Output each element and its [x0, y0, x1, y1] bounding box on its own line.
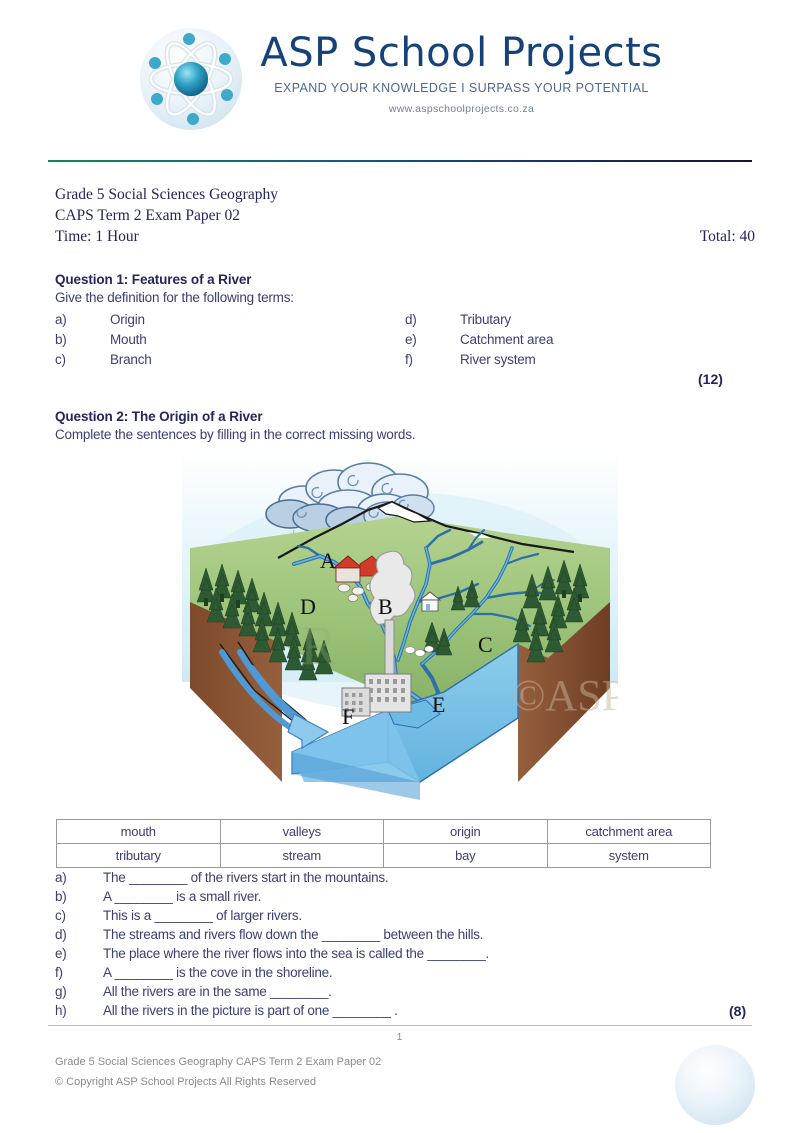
question-2-heading: Question 2: The Origin of a River — [55, 409, 263, 424]
list-item — [405, 310, 755, 330]
item-key: g) — [55, 984, 67, 999]
item-key: c) — [55, 352, 66, 367]
meta-grade-subject: Grade 5 Social Sciences Geography — [55, 186, 278, 203]
item-text: The streams and rivers flow down the ________ between the hills. — [103, 927, 484, 942]
list-item — [55, 350, 405, 370]
item-text: The ________ of the rivers start in the mountains. — [103, 870, 389, 885]
item-text: The place where the river flows into the sea is called the ________. — [103, 946, 489, 961]
question-2-instruction: Complete the sentences by filling in the correct missing words. — [55, 427, 416, 442]
question-2-marks: (8) — [729, 1003, 747, 1019]
item-text: A ________ is a small river. — [103, 889, 262, 904]
question-1-left-column — [55, 310, 405, 370]
question-1-instruction: Give the definition for the following terms: — [55, 290, 294, 305]
brand-website-url: www.aspschoolprojects.co.za — [388, 103, 535, 115]
meta-paper: CAPS Term 2 Exam Paper 02 — [55, 207, 241, 224]
list-item — [55, 925, 755, 944]
word-cell: mouth — [57, 820, 221, 844]
factory-chimney — [385, 620, 394, 674]
word-cell: origin — [384, 820, 548, 844]
item-key: b) — [55, 332, 67, 347]
item-key: a) — [55, 870, 67, 885]
list-item — [55, 310, 405, 330]
list-item — [405, 330, 755, 350]
diagram-label-c: C — [478, 632, 493, 657]
item-key: c) — [55, 908, 66, 923]
word-cell: tributary — [57, 844, 221, 868]
table-row — [57, 844, 711, 868]
item-key: e) — [405, 332, 417, 347]
footer-text — [55, 1052, 381, 1092]
asp-watermark: ©ASP — [512, 671, 618, 720]
list-item — [55, 887, 755, 906]
list-item — [405, 350, 755, 370]
meta-total: Total: 40 — [699, 228, 755, 245]
item-key: f) — [55, 965, 63, 980]
question-1-marks: (12) — [698, 371, 723, 387]
question-1-columns — [55, 310, 755, 370]
fill-in-sentences — [55, 868, 755, 1020]
river-catchment-diagram — [182, 452, 618, 800]
question-1-right-column — [405, 310, 755, 370]
item-label: Origin — [110, 312, 145, 327]
word-cell: stream — [220, 844, 384, 868]
item-text: This is a ________ of larger rivers. — [103, 908, 302, 923]
list-item — [55, 963, 755, 982]
atom-logo-icon — [136, 24, 246, 134]
item-text: A ________ is the cove in the shoreline. — [103, 965, 333, 980]
header-divider — [48, 160, 752, 162]
question-2-block — [55, 409, 755, 442]
table-row — [57, 820, 711, 844]
brand-tagline: EXPAND YOUR KNOWLEDGE I SURPASS YOUR POTENTIAL — [274, 81, 649, 95]
footer-line-2: © Copyright ASP School Projects All Rights Reserved — [55, 1076, 317, 1088]
page-number: 1 — [396, 1032, 403, 1043]
list-item — [55, 944, 755, 963]
word-cell: bay — [384, 844, 548, 868]
diagram-label-b: B — [378, 594, 393, 619]
item-key: e) — [55, 946, 67, 961]
list-item — [55, 1001, 755, 1020]
footer-line-1: Grade 5 Social Sciences Geography CAPS Term 2 Exam Paper 02 — [55, 1056, 382, 1068]
item-label: Mouth — [110, 332, 147, 347]
footer-divider — [48, 1025, 752, 1026]
word-cell: catchment area — [547, 820, 711, 844]
list-item — [55, 906, 755, 925]
item-label: Tributary — [460, 312, 511, 327]
word-bank-table — [56, 819, 711, 868]
item-label: Branch — [110, 352, 152, 367]
item-key: d) — [405, 312, 417, 327]
atom-logo-svg — [136, 24, 246, 134]
exam-meta — [55, 184, 755, 247]
word-cell: valleys — [220, 820, 384, 844]
item-key: f) — [405, 352, 413, 367]
item-key: d) — [55, 927, 67, 942]
list-item — [55, 868, 755, 887]
diagram-label-e: E — [432, 692, 446, 717]
list-item — [55, 330, 405, 350]
asp-watermark-2: R — [300, 615, 338, 677]
brand-title: ASP School Projects — [260, 30, 663, 76]
list-item — [55, 982, 755, 1001]
brand-block — [260, 18, 662, 115]
diagram-label-f: F — [342, 704, 355, 729]
question-1-block — [55, 272, 755, 370]
item-text: All the rivers are in the same ________. — [103, 984, 332, 999]
question-1-heading: Question 1: Features of a River — [55, 272, 252, 287]
logo-circle-background — [675, 1045, 755, 1125]
item-key: a) — [55, 312, 67, 327]
word-cell: system — [547, 844, 711, 868]
atom-logo-icon — [672, 1042, 758, 1128]
diagram-label-d: D — [300, 594, 316, 619]
item-key: b) — [55, 889, 67, 904]
item-text: All the rivers in the picture is part of one ________ . — [103, 1003, 398, 1018]
item-label: River system — [460, 352, 536, 367]
diagram-label-a: A — [320, 548, 336, 573]
item-key: h) — [55, 1003, 67, 1018]
meta-time-row — [55, 226, 755, 247]
meta-time: Time: 1 Hour — [55, 228, 139, 245]
item-label: Catchment area — [460, 332, 554, 347]
river-catchment-svg — [182, 452, 618, 800]
page-header — [0, 18, 799, 148]
